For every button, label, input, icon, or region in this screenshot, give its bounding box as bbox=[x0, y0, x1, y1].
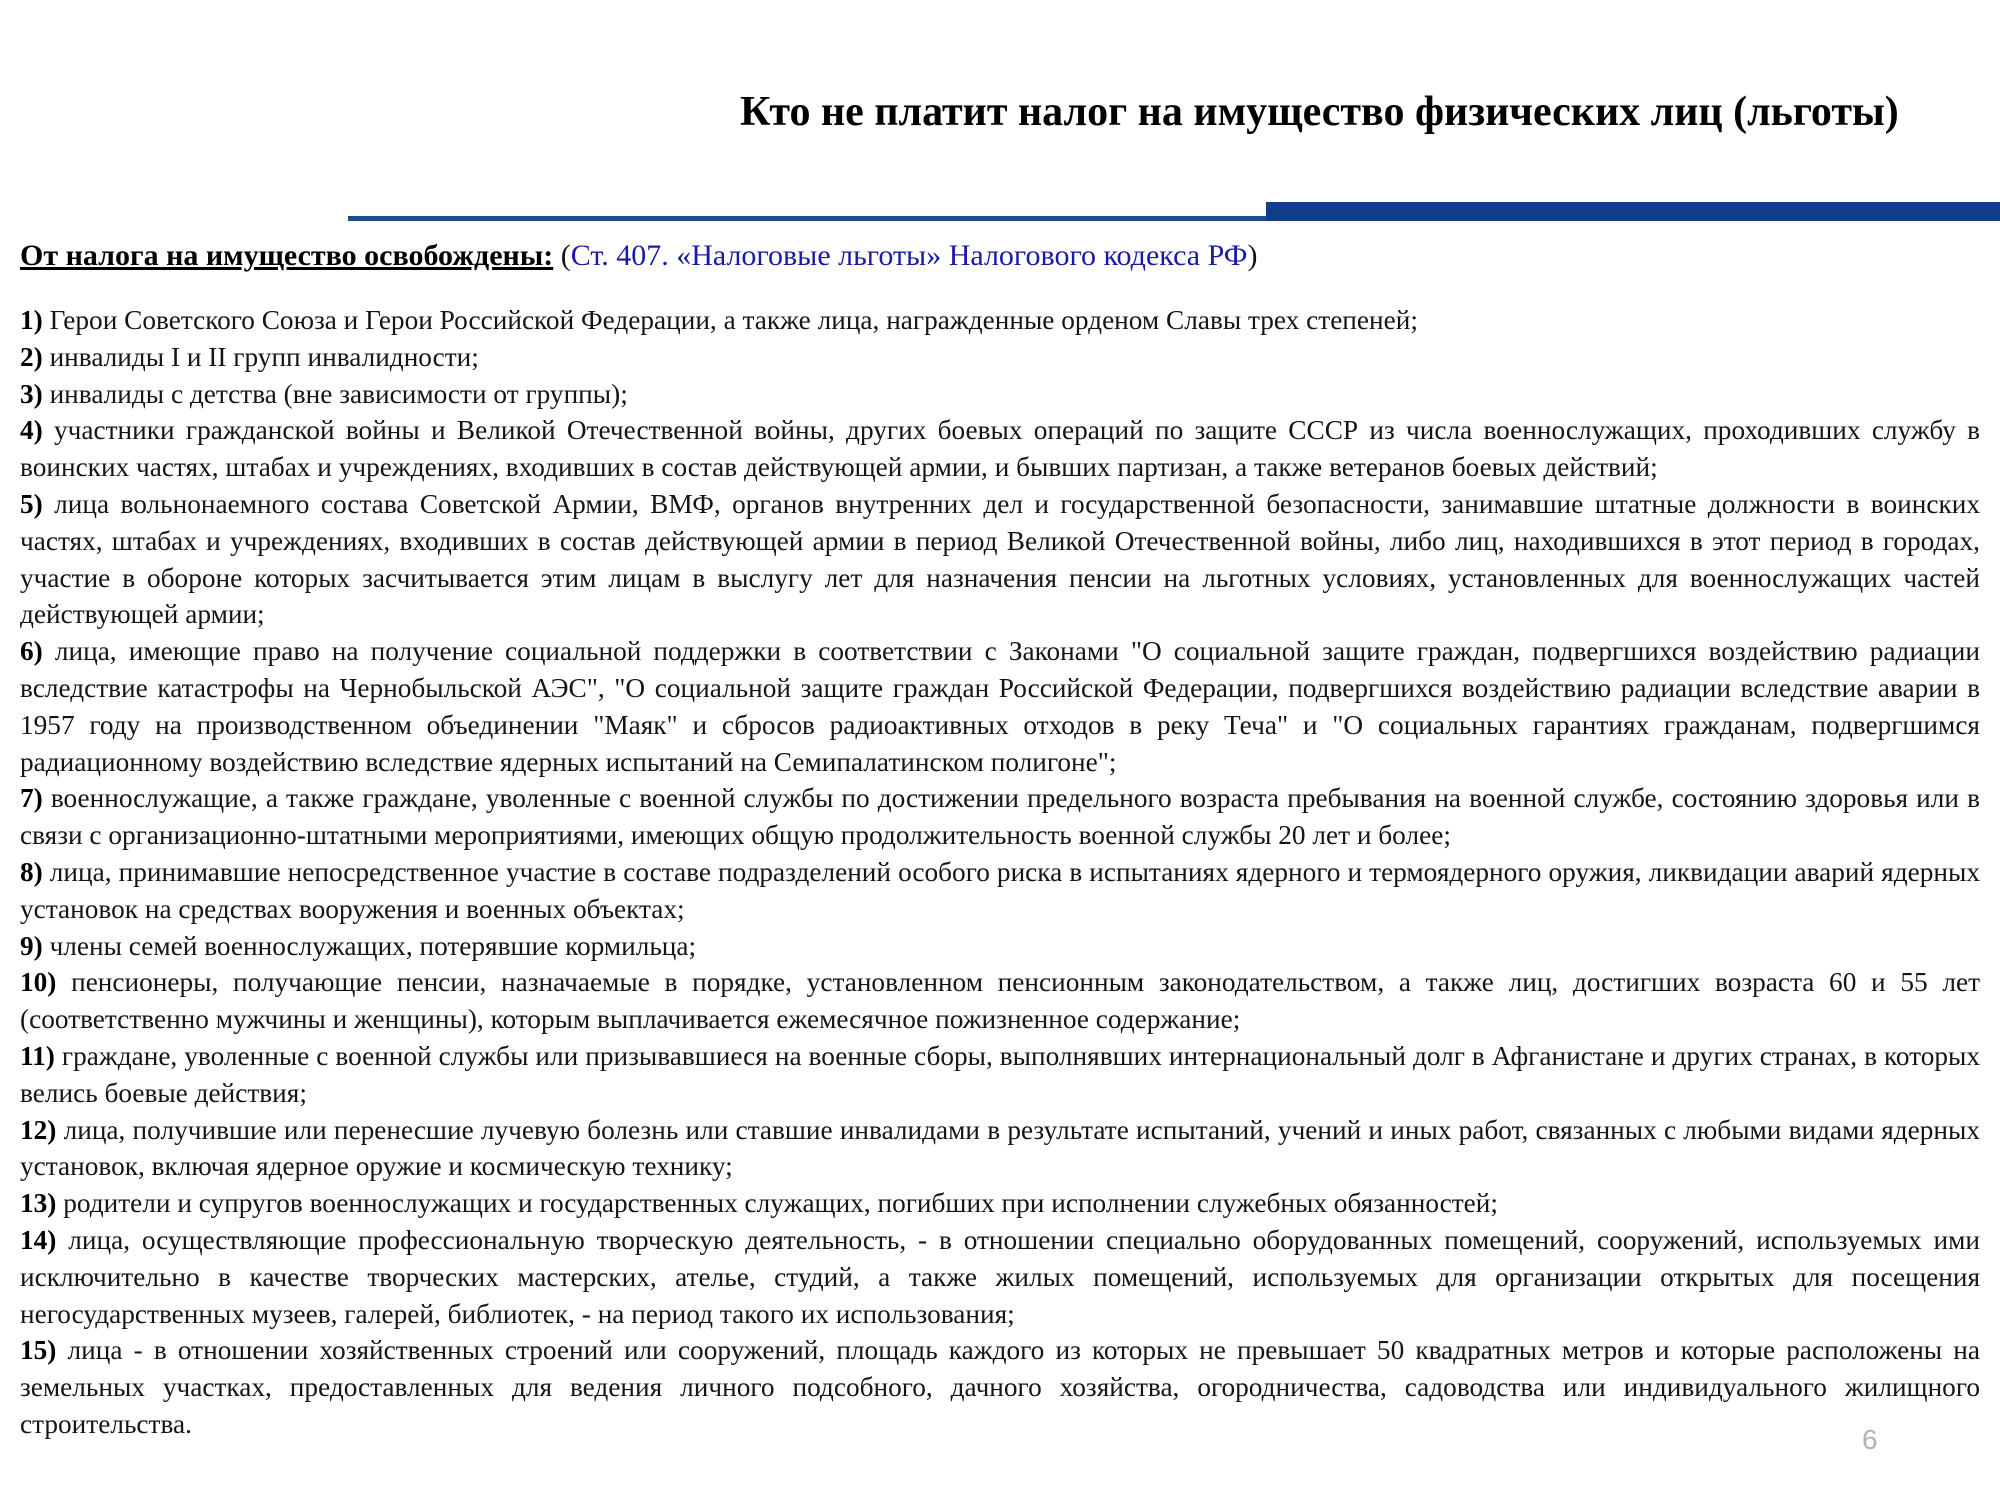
item-number: 4) bbox=[20, 415, 43, 446]
item-number: 15) bbox=[20, 1335, 57, 1366]
exemption-item-2 bbox=[20, 339, 1980, 376]
item-text: лица - в отношении хозяйственных строений или сооружений, площадь каждого из которых не превышает 50 квадратных метров и которые расположены на земельных участках, предоставленных для ведения личного подсобного, дачного хозяйства, огородничества, садоводства или индивидуального жилищного строительства. bbox=[20, 1335, 1980, 1439]
reference-open-paren: ( bbox=[553, 239, 571, 272]
page-number: 6 bbox=[1862, 1424, 1878, 1455]
item-text: Герои Советского Союза и Герои Российской Федерации, а также лица, награжденные орденом Славы трех степеней; bbox=[42, 305, 1418, 335]
item-number: 10) bbox=[20, 967, 57, 998]
tax-code-reference: Ст. 407. «Налоговые льготы» Налогового кодекса РФ bbox=[570, 239, 1248, 272]
item-number: 3) bbox=[20, 378, 43, 409]
item-text: лица, принимавшие непосредственное участие в составе подразделений особого риска в испытаниях ядерного и термоядерного оружия, ликвидации аварий ядерных установок на средствах вооружения и военных объектах; bbox=[20, 856, 1980, 924]
item-number: 12) bbox=[20, 1114, 57, 1145]
item-text: лица, получившие или перенесшие лучевую болезнь или ставшие инвалидами в результате испытаний, учений и иных работ, связанных с любыми видами ядерных установок, включая ядерное оружие и космическую технику; bbox=[20, 1114, 1980, 1182]
header-divider-accent bbox=[1266, 202, 2000, 221]
exemptions-lead: От налога на имущество освобождены: bbox=[20, 239, 554, 272]
item-number: 7) bbox=[20, 783, 43, 814]
item-number: 11) bbox=[20, 1040, 55, 1071]
item-text: участники гражданской войны и Великой Отечественной войны, других боевых операций по защите СССР из числа военнослужащих, проходивших службу в воинских частях, штабах и учреждениях, входивших в состав действующей армии, и бывших партизан, а также ветеранов боевых действий; bbox=[20, 415, 1980, 483]
item-text: инвалиды с детства (вне зависимости от группы); bbox=[42, 378, 628, 409]
item-number: 9) bbox=[20, 930, 43, 961]
exemption-item-14 bbox=[20, 1222, 1980, 1332]
exemptions-heading bbox=[20, 236, 1980, 276]
exemption-item-4 bbox=[20, 412, 1980, 486]
item-number: 8) bbox=[20, 856, 43, 887]
item-text: лица, имеющие право на получение социальной поддержки в соответствии с Законами "О социальной защите граждан, подвергшихся воздействию радиации вследствие катастрофы на Чернобыльской АЭС", "О социальной защите граждан Российской Федерации, подвергшихся воздействию радиации вследствие аварии в 1957 году на производственном объединении "Маяк" и сбросов радиоактивных отходов в реку Теча" и "О социальных гарантиях гражданам, подвергшимся радиационному воздействию вследствие ядерных испытаний на Семипалатинском полигоне"; bbox=[20, 636, 1980, 777]
exemption-item-8 bbox=[20, 854, 1980, 928]
exemption-item-5 bbox=[20, 486, 1980, 633]
item-number: 13) bbox=[20, 1188, 57, 1219]
exemption-item-11 bbox=[20, 1038, 1980, 1112]
exemption-item-3 bbox=[20, 376, 1980, 413]
item-number: 5) bbox=[20, 488, 43, 519]
exemption-item-7 bbox=[20, 780, 1980, 854]
item-text: граждане, уволенные с военной службы или призывавшиеся на военные сборы, выполнявших интернациональный долг в Афганистане и других странах, в которых велись боевые действия; bbox=[20, 1040, 1980, 1108]
item-text: родители и супругов военнослужащих и государственных служащих, погибших при исполнении служебных обязанностей; bbox=[56, 1188, 1498, 1219]
item-number: 14) bbox=[20, 1224, 57, 1255]
exemption-item-13 bbox=[20, 1185, 1980, 1222]
item-text: инвалиды I и II групп инвалидности; bbox=[42, 341, 479, 372]
item-text: лица, осуществляющие профессиональную творческую деятельность, - в отношении специально оборудованных помещений, сооружений, используемых ими исключительно в качестве творческих мастерских, ателье, студий, а также жилых помещений, используемых для организации открытых для посещения негосударственных музеев, галерей, библиотек, - на период такого их использования; bbox=[20, 1224, 1980, 1329]
item-text: лица вольнонаемного состава Советской Армии, ВМФ, органов внутренних дел и государственной безопасности, занимавшие штатные должности в воинских частях, штабах и учреждениях, входивших в состав действующей армии в период Великой Отечественной войны, либо лиц, находившихся в этот период в городах, участие в обороне которых засчитывается этим лицам в выслугу лет для назначения пенсии на льготных условиях, установленных для военнослужащих частей действующей армии; bbox=[20, 488, 1980, 630]
exemption-item-15 bbox=[20, 1332, 1980, 1442]
exemption-item-1 bbox=[20, 302, 1980, 339]
item-number: 2) bbox=[20, 341, 43, 372]
exemption-item-6 bbox=[20, 633, 1980, 780]
exemptions-list bbox=[20, 302, 1980, 1443]
item-number: 1) bbox=[20, 305, 43, 335]
exemption-item-10 bbox=[20, 964, 1980, 1038]
exemption-item-12 bbox=[20, 1112, 1980, 1186]
slide-title: Кто не платит налог на имущество физических лиц (льготы) bbox=[740, 89, 1899, 135]
item-number: 6) bbox=[20, 636, 43, 667]
item-text: пенсионеры, получающие пенсии, назначаемые в порядке, установленном пенсионным законодательством, а также лиц, достигших возраста 60 и 55 лет (соответственно мужчины и женщины), которым выплачивается ежемесячное пожизненное содержание; bbox=[20, 967, 1980, 1035]
item-text: военнослужащие, а также граждане, уволенные с военной службы по достижении предельного возраста пребывания на военной службе, состоянию здоровья или в связи с организационно-штатными мероприятиями, имеющих общую продолжительность военной службы 20 лет и более; bbox=[20, 783, 1980, 851]
exemption-item-9 bbox=[20, 928, 1980, 965]
reference-close-paren: ) bbox=[1247, 239, 1258, 272]
item-text: члены семей военнослужащих, потерявшие кормильца; bbox=[42, 930, 697, 961]
